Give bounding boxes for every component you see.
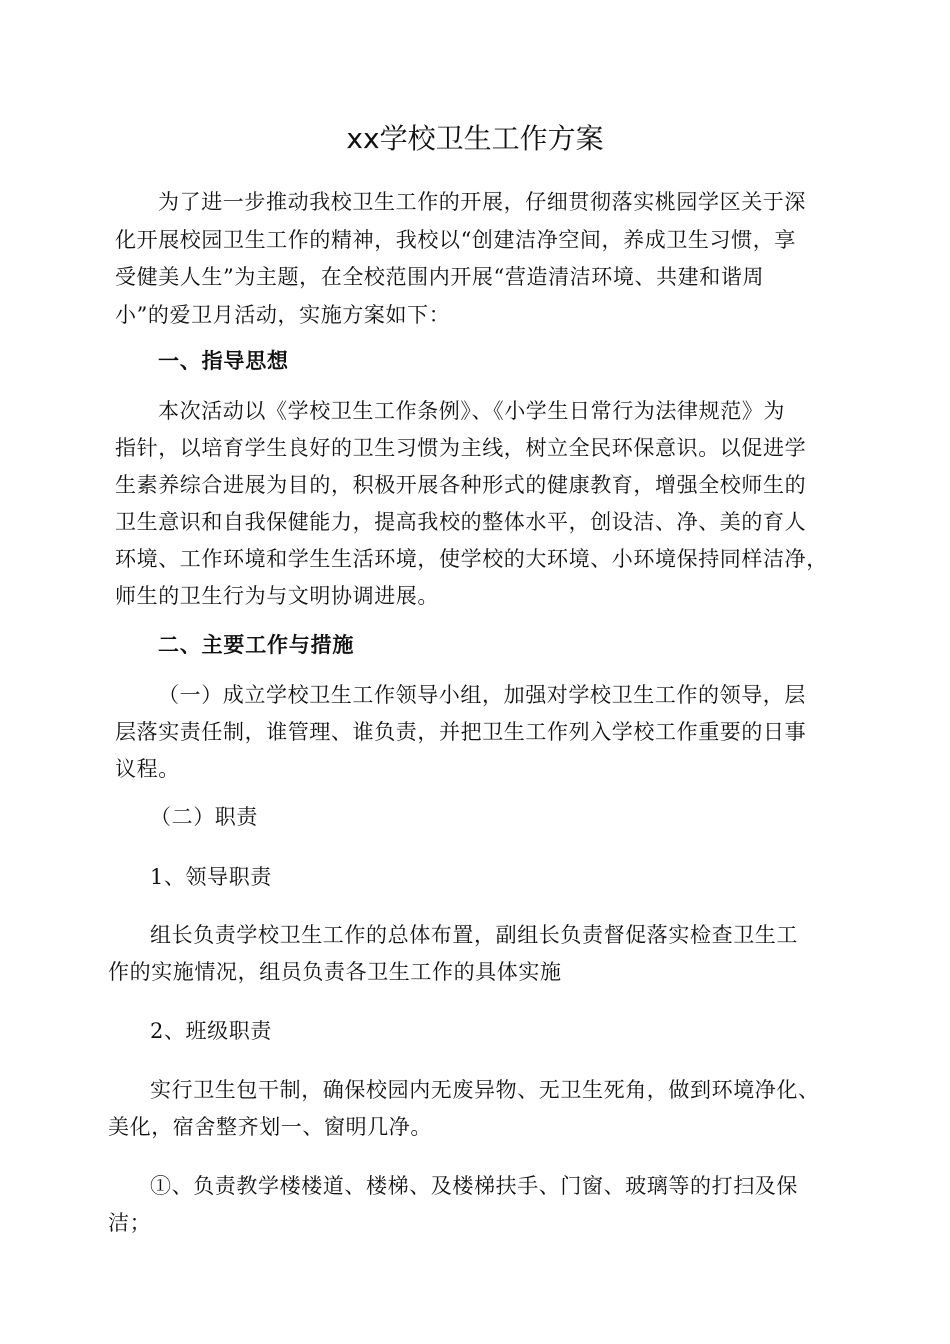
intro-line: 为了进一步推动我校卫生工作的开展，仔细贯彻落实桃园学区关于深 xyxy=(158,190,806,214)
paragraph-line: 本次活动以《学校卫生工作条例》、《小学生日常行为法律规范》为 xyxy=(158,399,785,423)
paragraph-line: 卫生意识和自我保健能力，提高我校的整体水平，创设洁、净、美的育人 xyxy=(115,510,807,534)
paragraph-line: 层落实责任制，谁管理、谁负责，并把卫生工作列入学校工作重要的日事 xyxy=(115,720,807,744)
subsection-heading-leader-duties: 1、领导职责 xyxy=(150,865,272,889)
section-heading-main-work: 二、主要工作与措施 xyxy=(158,633,355,657)
paragraph-line: 实行卫生包干制，确保校园内无废异物、无卫生死角，做到环境净化、 xyxy=(150,1078,820,1102)
intro-line: 化开展校园卫生工作的精神，我校以“创建洁净空间，养成卫生习惯，享 xyxy=(115,228,796,252)
paragraph-line: 师生的卫生行为与文明协调进展。 xyxy=(115,584,439,608)
paragraph-line: 生素养综合进展为目的，积极开展各种形式的健康教育，增强全校师生的 xyxy=(115,473,807,497)
paragraph-line: 指针，以培育学生良好的卫生习惯为主线，树立全民环保意识。以促进学 xyxy=(115,436,807,460)
section-heading-guiding-ideology: 一、指导思想 xyxy=(158,349,289,373)
paragraph-line: ①、负责教学楼楼道、楼梯、及楼梯扶手、门窗、玻璃等的打扫及保 xyxy=(150,1174,798,1198)
intro-line: 小”的爱卫月活动，实施方案如下： xyxy=(115,303,451,327)
paragraph-line: 议程。 xyxy=(115,757,180,781)
subsection-heading-class-duties: 2、班级职责 xyxy=(150,1019,272,1043)
intro-line: 受健美人生”为主题，在全校范围内开展“营造清洁环境、共建和谐周 xyxy=(115,265,765,289)
paragraph-line: 组长负责学校卫生工作的总体布置，副组长负责督促落实检查卫生工 xyxy=(150,923,798,947)
subsection-heading-duties: （二）职责 xyxy=(150,805,258,829)
paragraph-line: 美化，宿舍整齐划一、窗明几净。 xyxy=(108,1115,432,1139)
paragraph-line: 环境、工作环境和学生生活环境，使学校的大环境、小环境保持同样洁净， xyxy=(115,547,828,571)
paragraph-line: 洁； xyxy=(108,1211,152,1235)
paragraph-line: （一）成立学校卫生工作领导小组，加强对学校卫生工作的领导，层 xyxy=(158,683,806,707)
paragraph-line: 作的实施情况，组员负责各卫生工作的具体实施 xyxy=(108,960,562,984)
document-title: xx学校卫生工作方案 xyxy=(346,122,604,155)
